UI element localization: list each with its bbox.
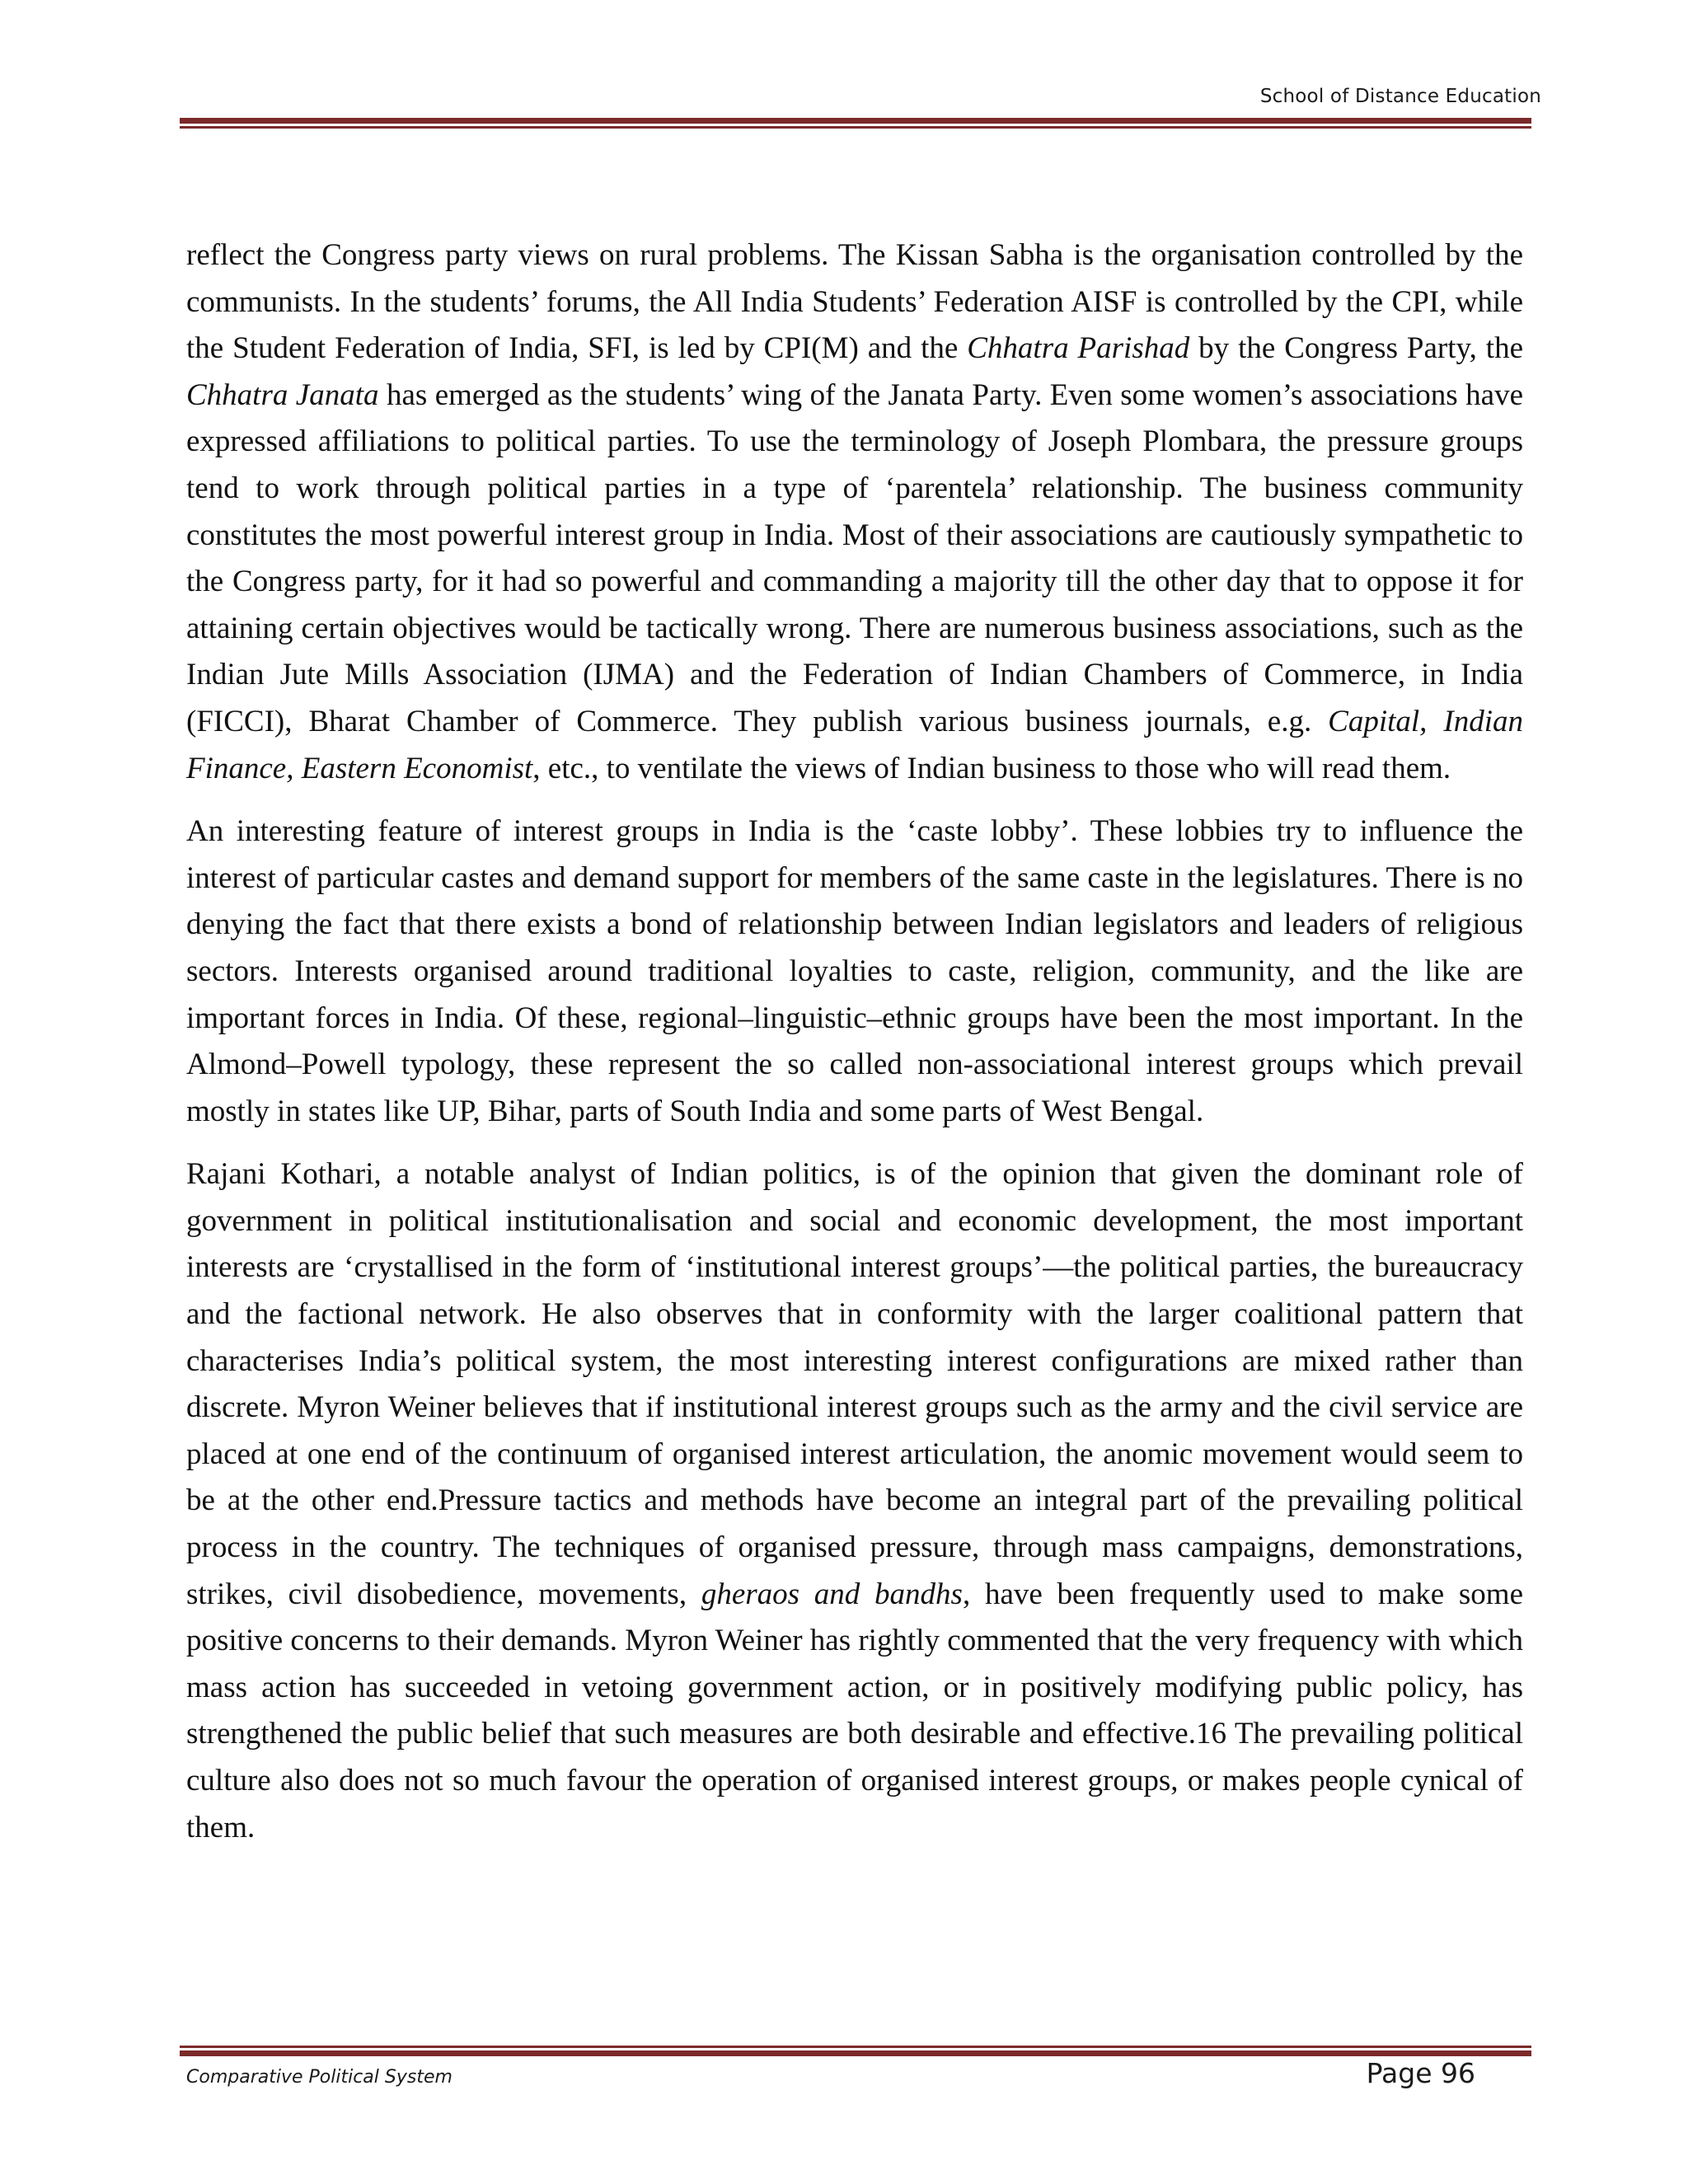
paragraph-3 (186, 1151, 1523, 1851)
paragraph-1-text: reflect the Congress party views on rural problems. The Kissan Sabha is the organisation controlled by the communists. In the students’ forums, the All India Students’ Federation AISF is controlled by the CPI, while the Student Federation of India, SFI, is led by CPI(M) and the (186, 238, 1523, 366)
page-number: Page 96 (1366, 2057, 1475, 2089)
paragraph-3-text: Rajani Kothari, a notable analyst of Indian politics, is of the opinion that given the dominant role of government in political institutionalisation and social and economic development, the most important interests are ‘crystallised in the form of ‘institutional interest groups’—the political parties, the bureaucracy and the factional network. He also observes that in conformity with the larger coalitional pattern that characterises India’s political system, the most interesting interest configurations are mixed rather than discrete. Myron Weiner believes that if institutional interest groups such as the army and the civil service are placed at one end of the continuum of organised interest articulation, the anomic movement would seem to be at the other end.Pressure tactics and methods have become an integral part of the prevailing political process in the country. The techniques of organised pressure, through mass campaigns, demonstrations, strikes, civil disobedience, movements, (186, 1157, 1523, 1611)
paragraph-1-text: by the Congress Party, the (1189, 331, 1523, 366)
paragraph-1-italic: Chhatra Janata (186, 377, 379, 412)
paragraph-1 (186, 232, 1523, 792)
paragraph-1-text: , etc., to ventilate the views of Indian business to those who will read them. (532, 751, 1451, 785)
paragraph-1-text: has emerged as the students’ wing of the Janata Party. Even some women’s associations have expressed affiliations to political parties. To use the terminology of Joseph Plombara, the pressure groups tend to work through political parties in a type of ‘parentela’ relationship. The business community constitutes the most powerful interest group in India. Most of their associations are cautiously sympathetic to the Congress party, for it had so powerful and commanding a majority till the other day that to oppose it for attaining certain objectives would be tactically wrong. There are numerous business associations, such as the Indian Jute Mills Association (IJMA) and the Federation of Indian Chambers of Commerce, in India (FICCI), Bharat Chamber of Commerce. They publish various business journals, e.g. (186, 377, 1523, 738)
paragraph-2 (186, 808, 1523, 1135)
paragraph-3-text: , have been frequently used to make some positive concerns to their demands. Myron Weiner has rightly commented that the very frequency with which mass action has succeeded in vetoing government action, or in positively modifying public policy, has strengthened the public belief that such measures are both desirable and effective.16 The prevailing political culture also does not so much favour the operation of organised interest groups, or makes people cynical of them. (186, 1577, 1524, 1844)
paragraph-1-italic: Capital, Indian Finance, Eastern Economist (186, 704, 1523, 785)
footer-course-title: Comparative Political System (186, 2067, 452, 2088)
paragraph-1-italic: Chhatra Parishad (967, 331, 1190, 366)
header-rule (180, 118, 1531, 129)
paragraph-2-text: An interesting feature of interest groups in India is the ‘caste lobby’. These lobbies try to influence the interest of particular castes and demand support for members of the same caste in the legislatures. There is no denying the fact that there exists a bond of relationship between Indian legislators and leaders of religious sectors. Interests organised around traditional loyalties to caste, religion, community, and the like are important forces in India. Of these, regional–linguistic–ethnic groups have been the most important. In the Almond–Powell typology, these represent the so called non-associational interest groups which prevail mostly in states like UP, Bihar, parts of South India and some parts of West Bengal. (186, 814, 1523, 1128)
footer-rule (180, 2046, 1531, 2056)
header-institution: School of Distance Education (1259, 86, 1541, 107)
paragraph-3-italic: gheraos and bandhs (701, 1577, 963, 1611)
body-text (186, 232, 1523, 1868)
